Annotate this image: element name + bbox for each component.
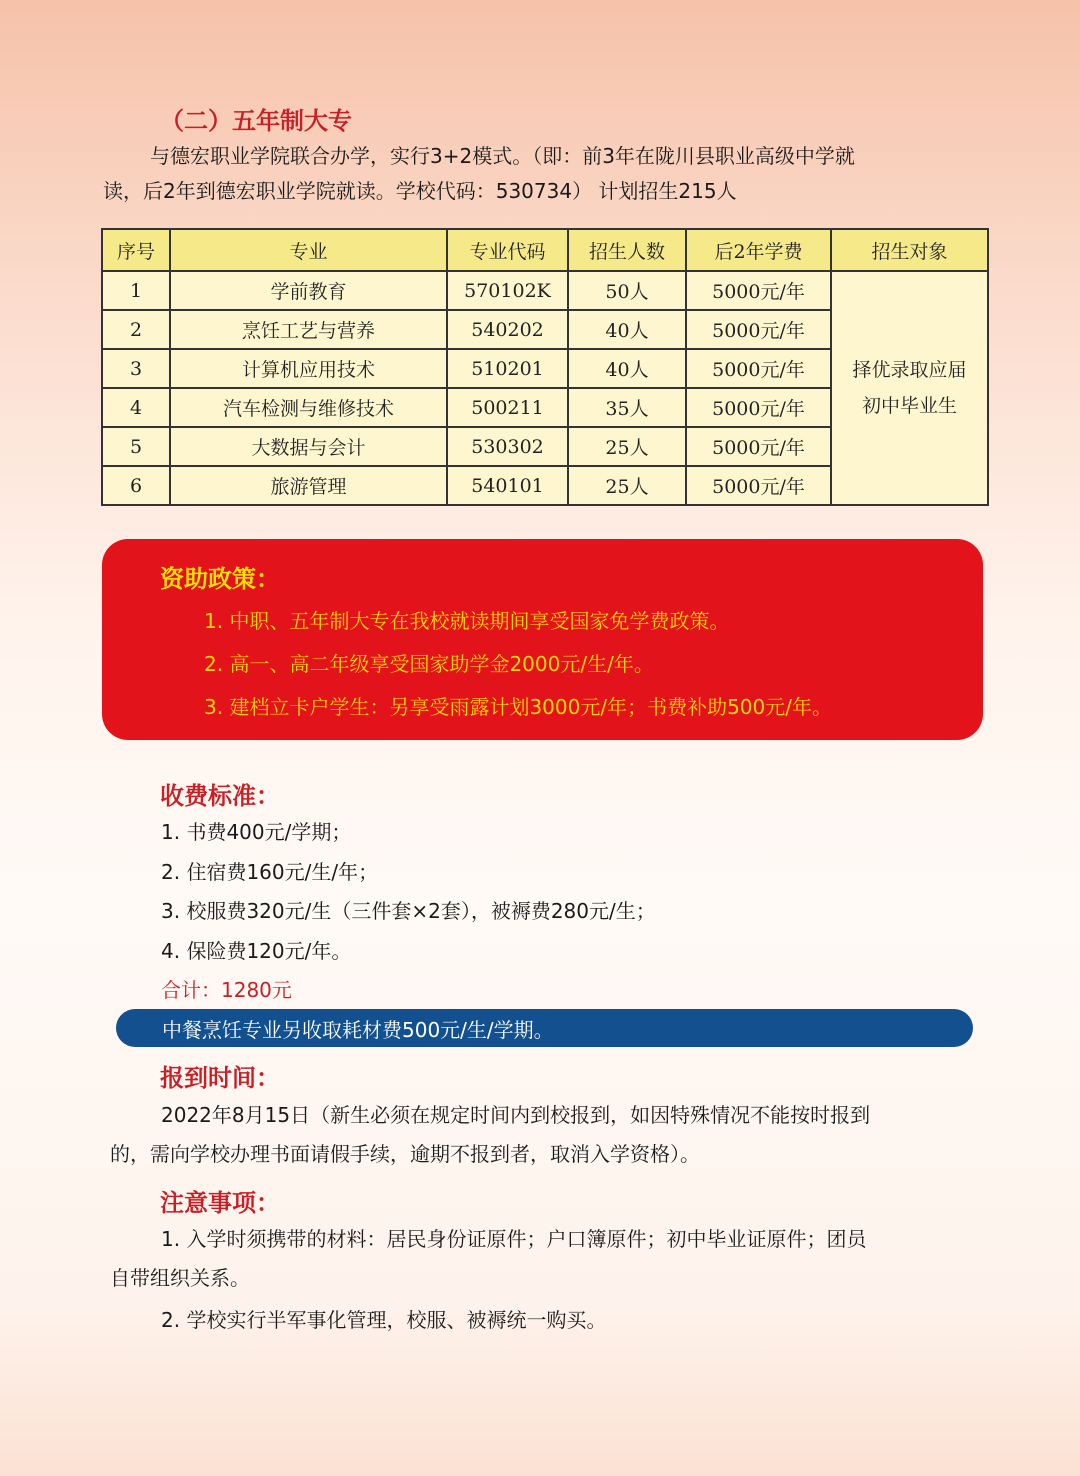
cell-major: 旅游管理 bbox=[170, 466, 447, 505]
cell-index: 6 bbox=[102, 466, 170, 505]
cell-major: 大数据与会计 bbox=[170, 427, 447, 466]
cell-tuition: 5000元/年 bbox=[686, 349, 831, 388]
cell-code: 540202 bbox=[447, 310, 568, 349]
cell-quota: 40人 bbox=[568, 310, 686, 349]
cell-major: 烹饪工艺与营养 bbox=[170, 310, 447, 349]
cooking-fee-note: 中餐烹饪专业另收取耗材费500元/生/学期。 bbox=[162, 1018, 554, 1042]
policy-title: 资助政策： bbox=[160, 565, 280, 593]
header-tuition: 后2年学费 bbox=[686, 229, 831, 271]
header-quota: 招生人数 bbox=[568, 229, 686, 271]
table-row bbox=[102, 271, 988, 310]
header-target: 招生对象 bbox=[831, 229, 988, 271]
cell-quota: 25人 bbox=[568, 466, 686, 505]
notice-title: 注意事项： bbox=[160, 1189, 280, 1217]
funding-policy-box bbox=[102, 539, 983, 740]
fee-total: 合计：1280元 bbox=[161, 978, 292, 1002]
cell-major: 计算机应用技术 bbox=[170, 349, 447, 388]
cell-index: 3 bbox=[102, 349, 170, 388]
cell-index: 2 bbox=[102, 310, 170, 349]
policy-item-3: 3. 建档立卡户学生：另享受雨露计划3000元/年；书费补助500元/年。 bbox=[204, 695, 832, 719]
cell-index: 5 bbox=[102, 427, 170, 466]
header-major: 专业 bbox=[170, 229, 447, 271]
cell-tuition: 5000元/年 bbox=[686, 466, 831, 505]
fee-item-4: 4. 保险费120元/年。 bbox=[161, 939, 352, 963]
cell-major: 汽车检测与维修技术 bbox=[170, 388, 447, 427]
cell-index: 4 bbox=[102, 388, 170, 427]
report-title: 报到时间： bbox=[160, 1064, 280, 1092]
cell-tuition: 5000元/年 bbox=[686, 271, 831, 310]
cell-major: 学前教育 bbox=[170, 271, 447, 310]
fee-item-1: 1. 书费400元/学期； bbox=[161, 820, 352, 844]
cell-code: 510201 bbox=[447, 349, 568, 388]
target-line-1: 择优录取应届 bbox=[852, 359, 967, 381]
cell-code: 500211 bbox=[447, 388, 568, 427]
policy-item-1: 1. 中职、五年制大专在我校就读期间享受国家免学费政策。 bbox=[204, 609, 730, 633]
notice-item-2: 2. 学校实行半军事化管理，校服、被褥统一购买。 bbox=[161, 1308, 607, 1332]
cell-code: 530302 bbox=[447, 427, 568, 466]
report-line-2: 的，需向学校办理书面请假手续，逾期不报到者，取消入学资格）。 bbox=[110, 1142, 700, 1166]
header-code: 专业代码 bbox=[447, 229, 568, 271]
report-line-1: 2022年8月15日（新生必须在规定时间内到校报到，如因特殊情况不能按时报到 bbox=[161, 1103, 871, 1127]
cell-tuition: 5000元/年 bbox=[686, 388, 831, 427]
cell-tuition: 5000元/年 bbox=[686, 427, 831, 466]
cell-target bbox=[831, 271, 988, 505]
enrollment-table bbox=[101, 228, 989, 506]
cell-tuition: 5000元/年 bbox=[686, 310, 831, 349]
cell-index: 1 bbox=[102, 271, 170, 310]
target-line-2: 初中毕业生 bbox=[861, 395, 957, 417]
fee-item-3: 3. 校服费320元/生（三件套×2套），被褥费280元/生； bbox=[161, 899, 656, 923]
cell-quota: 25人 bbox=[568, 427, 686, 466]
intro-line-1: 与德宏职业学院联合办学，实行3+2模式。（即：前3年在陇川县职业高级中学就 bbox=[150, 144, 855, 168]
policy-item-2: 2. 高一、高二年级享受国家助学金2000元/生/年。 bbox=[204, 652, 654, 676]
cell-code: 570102K bbox=[447, 271, 568, 310]
cell-quota: 40人 bbox=[568, 349, 686, 388]
table-header-row bbox=[102, 229, 988, 271]
fee-item-2: 2. 住宿费160元/生/年； bbox=[161, 860, 379, 884]
cell-quota: 35人 bbox=[568, 388, 686, 427]
notice-item-1-line-2: 自带组织关系。 bbox=[110, 1266, 250, 1290]
section-title-five-year: （二）五年制大专 bbox=[160, 107, 352, 135]
notice-item-1-line-1: 1. 入学时须携带的材料：居民身份证原件；户口簿原件；初中毕业证原件；团员 bbox=[161, 1227, 867, 1251]
cell-quota: 50人 bbox=[568, 271, 686, 310]
cell-code: 540101 bbox=[447, 466, 568, 505]
header-index: 序号 bbox=[102, 229, 170, 271]
intro-line-2: 读，后2年到德宏职业学院就读。学校代码：530734） 计划招生215人 bbox=[103, 179, 737, 203]
fees-title: 收费标准： bbox=[160, 782, 280, 810]
cooking-fee-note-banner bbox=[116, 1009, 973, 1047]
